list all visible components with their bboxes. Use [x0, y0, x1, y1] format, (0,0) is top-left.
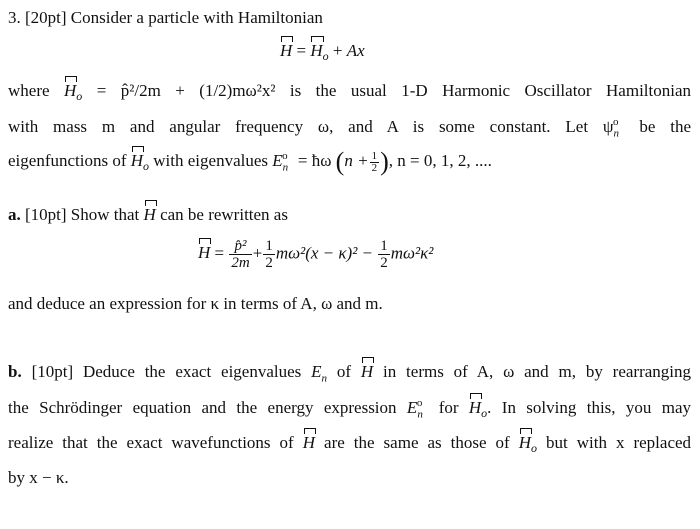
part-a-label: a.	[8, 205, 21, 224]
mass-frequency-line: with mass m and angular frequency ω, and A is some constant. Let $\psi_n^o$ be the	[8, 116, 692, 140]
hamiltonian-symbol: H	[280, 41, 293, 60]
h0-definition-line: where $H_o$ = p̂²/2m + (1/2)mω²x² is the usual 1-D Harmonic Oscillator Hamiltonian	[8, 81, 692, 103]
part-a-equation: H = $\frac{\text{p̂²}}{2m}$ + $\frac{1}{2}$ mω²(x − κ)² − $\frac{1}{2}$ mω²κ²	[198, 238, 434, 271]
part-b-line-2: the Schrödinger equation and the energy expression $E_n^o$ for $H_o$. In solving this, you may	[8, 397, 692, 421]
kinetic-fraction: $\frac{\text{p̂²}}{2m}$	[231, 238, 250, 271]
one-half-fraction: $\frac{1}{2}$	[371, 149, 378, 174]
half-fraction-2: $\frac{1}{2}$	[380, 238, 388, 271]
perturbation-term: Ax	[346, 41, 365, 60]
problem-number: 3.	[8, 8, 21, 27]
part-a-deduce-line: and deduce an expression for κ in terms of A, ω and m.	[8, 294, 383, 313]
part-a-header: a. [10pt] Show that H can be rewritten as	[8, 205, 288, 224]
h0-definition: = p̂²/2m + (1/2)mω²x²	[96, 81, 276, 100]
main-hamiltonian-equation: $H = H_o + Ax$	[280, 41, 365, 63]
h0-description: is the usual 1-D Harmonic Oscillator Hamiltonian	[289, 81, 692, 100]
part-b-points: [10pt]	[31, 362, 74, 381]
part-b-label: b.	[8, 362, 22, 381]
part-b-line-4: by x − κ.	[8, 468, 69, 487]
part-a-points: [10pt]	[25, 205, 67, 224]
problem-header	[8, 7, 323, 29]
problem-intro: Consider a particle with Hamiltonian	[70, 8, 323, 27]
h0-symbol: H	[310, 41, 323, 60]
energy-expression: = ħω	[297, 151, 332, 170]
half-fraction-1: $\frac{1}{2}$	[265, 238, 273, 271]
part-b-line-1: b. [10pt] Deduce the exact eigenvalues $E_n$ of H in terms of A, ω and m, by rearranging	[8, 362, 692, 385]
eigenvalues-line: eigenfunctions of $H_o$ with eigenvalues $E_n^o$ = ħω (n + $\frac{1}{2}$ ), n = 0, 1, 2, ....	[8, 147, 492, 176]
problem-points: [20pt]	[25, 8, 67, 27]
part-b-line-3: realize that the exact wavefunctions of H are the same as those of $H_o$ but with x replaced	[8, 433, 692, 455]
